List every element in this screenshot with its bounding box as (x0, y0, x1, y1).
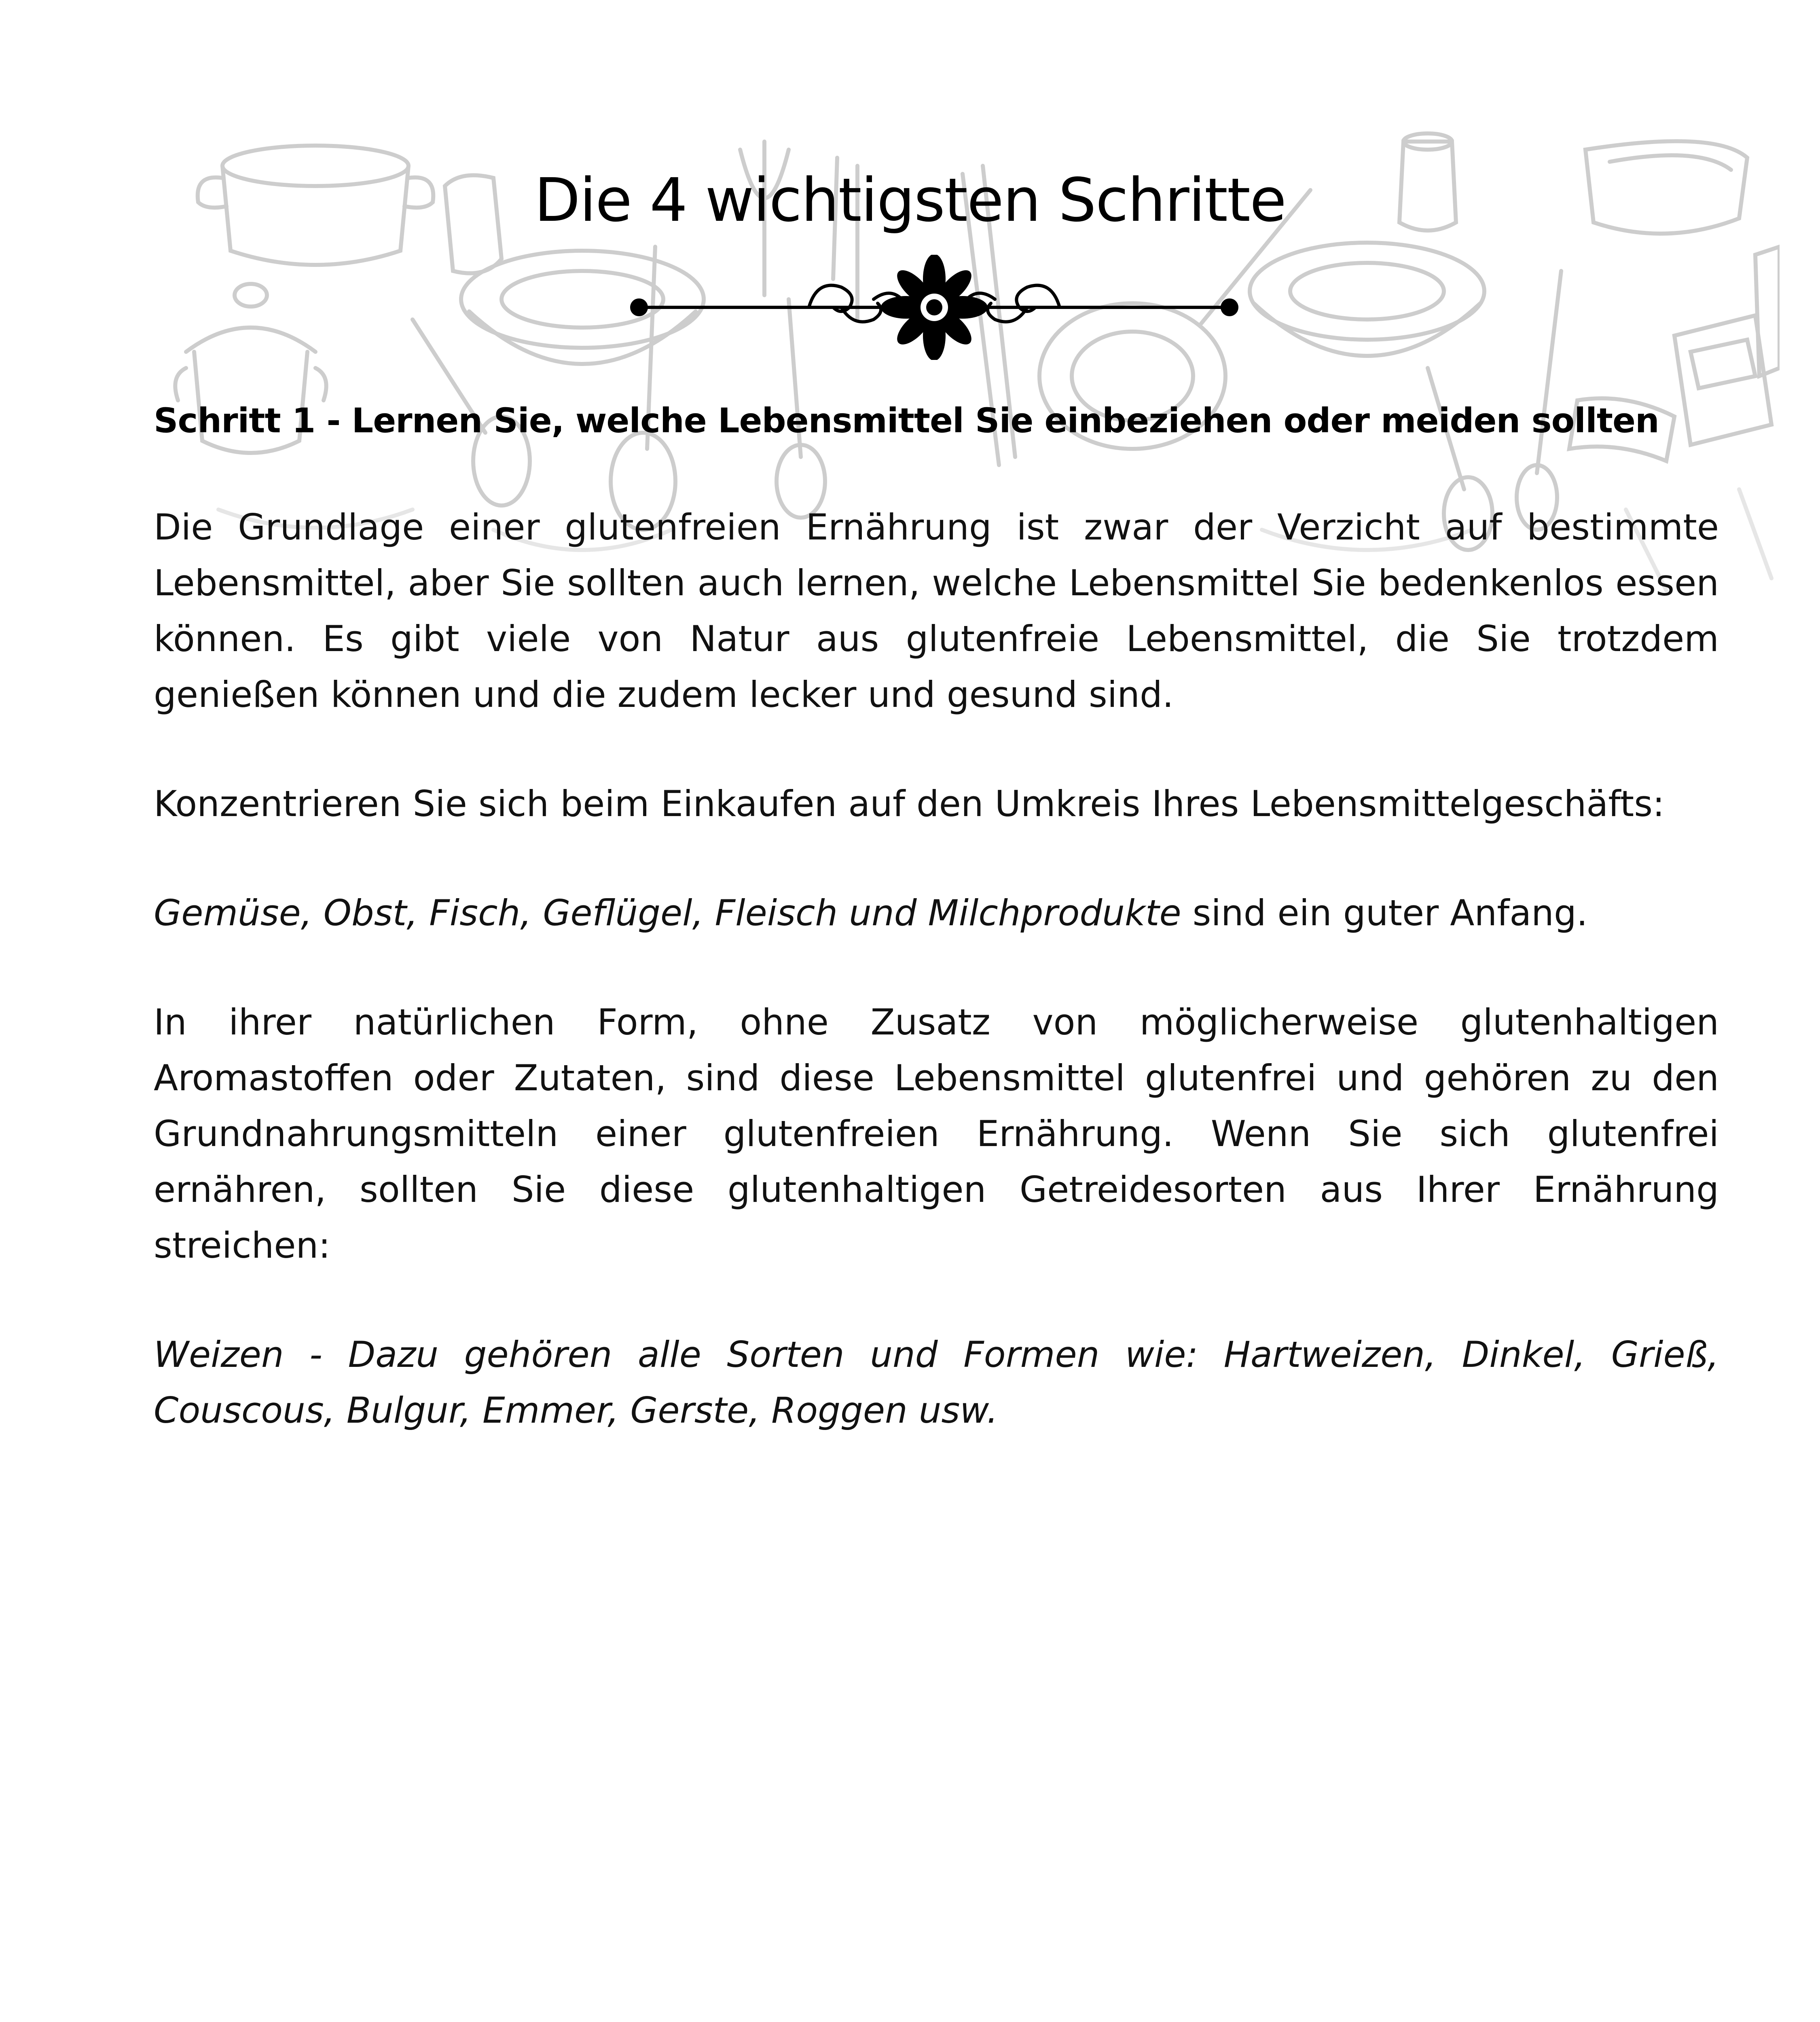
food-groups-rest: sind ein guter Anfang. (1181, 892, 1588, 934)
page-title: Die 4 wichtigsten Schritte (534, 165, 1286, 235)
step-1-heading: Schritt 1 - Lernen Sie, welche Lebensmittel Sie einbeziehen oder meiden sollten (154, 401, 1659, 440)
paragraph-food-groups (154, 885, 1719, 941)
food-groups-italic: Gemüse, Obst, Fisch, Geflügel, Fleisch und Milchprodukte (154, 892, 1181, 934)
paragraph-shopping: Konzentrieren Sie sich beim Einkaufen auf den Umkreis Ihres Lebensmittelgeschäfts: (154, 783, 1665, 825)
paragraph-natural-form: In ihrer natürlichen Form, ohne Zusatz von möglicherweise glutenhaltigen Aromastoffen oder Zutaten, sind diese Lebensmittel glutenfrei und gehören zu den Grundnahrungsmitteln einer glutenfreien Ernährung. Wenn Sie sich glutenfrei ernähren, sollten Sie diese glutenhaltigen Getreidesorten aus Ihrer Ernährung streichen: (154, 1001, 1719, 1266)
paragraph-wheat: Weizen - Dazu gehören alle Sorten und Formen wie: Hartweizen, Dinkel, Grieß, Couscous, Bulgur, Emmer, Gerste, Roggen usw. (154, 1334, 1719, 1431)
flourish-divider-icon (623, 255, 1246, 360)
document-body (154, 394, 1719, 1438)
paragraph-intro: Die Grundlage einer glutenfreien Ernährung ist zwar der Verzicht auf bestimmte Lebensmittel, aber Sie sollten auch lernen, welche Lebensmittel Sie bedenkenlos essen können. Es gibt viele von Natur aus glutenfreie Lebensmittel, die Sie trotzdem genießen können und die zudem lecker und gesund sind. (154, 506, 1719, 715)
